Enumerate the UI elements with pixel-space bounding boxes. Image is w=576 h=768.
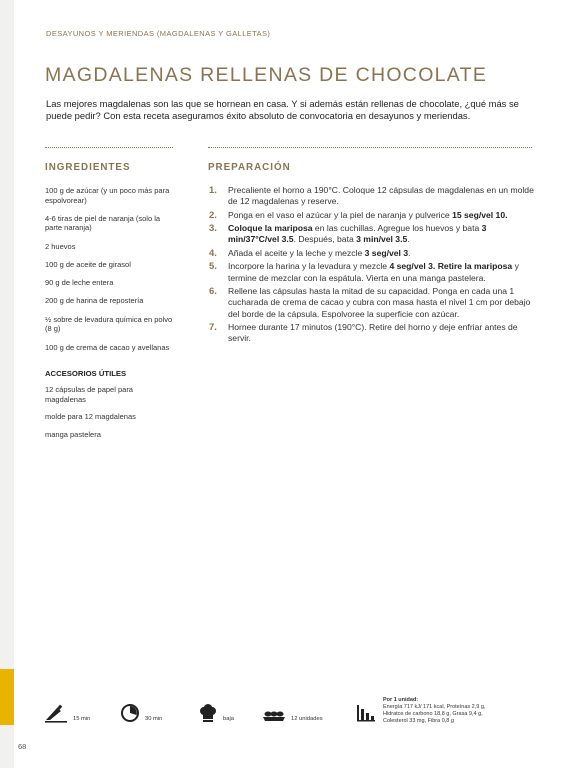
step-text: y termine de mezclar con la espátula. Vierta en una manga pastelera. (228, 261, 519, 283)
step-text: Ponga en el vaso el azúcar y la piel de naranja y pulverice (228, 209, 453, 220)
bar-chart-icon (356, 703, 376, 723)
ingredient-item: 4-6 tiras de piel de naranja (solo la parte naranja) (45, 213, 161, 233)
ingredient-item: 100 g de crema de cacao y avellanas (45, 342, 170, 352)
step-number: 4. (209, 247, 217, 259)
servings (262, 703, 323, 723)
accessories-heading: ACCESORIOS ÚTILES (45, 369, 127, 378)
clock-icon (120, 703, 140, 723)
step-text: . (407, 234, 410, 245)
preparation-step (209, 261, 535, 283)
recipe-footer (0, 695, 576, 735)
step-text-bold: 3 min/vel 3.5 (356, 234, 408, 245)
step-text-bold: Coloque la mariposa (228, 223, 313, 234)
servings-label: 12 unidades (291, 716, 323, 722)
total-time-label: 30 min (145, 716, 163, 722)
ingredient-item: 100 g de azúcar (y un poco más para espolvorear) (45, 186, 170, 205)
step-text: Hornee durante 17 minutos (190°C). Retire del horno y deje enfriar antes de servir. (228, 322, 518, 344)
baking-tray-icon (262, 703, 286, 723)
divider-ingredients (45, 147, 173, 148)
recipe-title: MAGDALENAS RELLENAS DE CHOCOLATE (45, 64, 488, 86)
ingredient-item: 100 g de aceite de girasol (45, 259, 131, 269)
page-number: 68 (18, 742, 27, 751)
ingredient-item: 90 g de leche entera (45, 278, 114, 288)
step-number: 1. (209, 185, 217, 196)
accessory-item: 12 cápsulas de papel para magdalenas (45, 385, 133, 404)
accessories-list (45, 385, 173, 447)
nutrition-chart (356, 703, 376, 723)
section-label: DESAYUNOS Y MERIENDAS (MAGDALENAS Y GALLETAS) (46, 29, 271, 38)
preparation-step (209, 286, 535, 320)
ingredients-heading: INGREDIENTES (45, 162, 131, 173)
step-text: Añada el aceite y la leche y mezcle (228, 247, 365, 258)
divider-preparation (208, 147, 532, 148)
nutrition-title: Por 1 unidad: (383, 697, 419, 703)
nutrition-info (383, 697, 485, 725)
step-text-bold: 3 seg/vel 3 (364, 247, 409, 258)
accessory-item: manga pastelera (45, 429, 101, 439)
step-number: 7. (209, 322, 217, 334)
knife-icon (44, 703, 68, 723)
accessory-item: molde para 12 magdalenas (45, 412, 136, 421)
step-text-bold: 4 seg/vel 3. Retire la mariposa (389, 261, 513, 272)
step-text: Rellene las cápsulas hasta la mitad de su capacidad. Ponga en cada una 1 cucharada de crema de cacao y cubra con masa hasta el nivel 1 cm por debajo del borde de la cápsula. Espolvoree la superficie con azúcar. (228, 286, 531, 319)
nutrition-line: Energía 717 kJ/ 171 kcal, Proteínas 2,9 g, (383, 703, 486, 710)
preparation-step (209, 322, 535, 344)
ingredient-item: ½ sobre de levadura química en polvo (8 g) (45, 314, 173, 334)
difficulty-label: baja (223, 716, 234, 722)
step-number: 5. (209, 261, 217, 273)
page-sidebar (0, 0, 14, 768)
step-text-bold: 15 seg/vel 10. (452, 209, 508, 220)
step-text: . Después, bata (293, 234, 357, 245)
ingredient-item: 2 huevos (45, 241, 76, 251)
step-text: en las cuchillas. Agregue los huevos y bata (312, 223, 482, 234)
preparation-step (209, 185, 535, 207)
nutrition-line: Hidratos de carbono 18,8 g, Grasa 9,4 g, (383, 710, 483, 717)
step-number: 3. (209, 223, 217, 235)
prep-time-label: 15 min (73, 716, 91, 722)
ingredient-item: 200 g de harina de repostería (45, 296, 144, 306)
chef-hat-icon (198, 703, 218, 723)
step-text: Incorpore la harina y la levadura y mezcle (228, 261, 390, 272)
step-text-bold: 3 min/37°C/vel 3.5 (228, 223, 487, 245)
total-time (120, 703, 162, 723)
ingredients-list (45, 186, 173, 361)
nutrition-line: Colesterol 33 mg, Fibra 0,8 g (383, 717, 454, 724)
preparation-step (209, 248, 535, 259)
preparation-steps (209, 185, 535, 347)
step-number: 6. (209, 286, 217, 298)
prep-time (44, 703, 90, 723)
step-text: . (408, 247, 411, 258)
preparation-step (209, 210, 535, 221)
preparation-step (209, 223, 535, 245)
preparation-heading: PREPARACIÓN (208, 162, 291, 173)
difficulty (198, 703, 234, 723)
recipe-intro: Las mejores magdalenas son las que se hornean en casa. Y si además están rellenas de chocolate, ¿qué más se puede pedir? Con esta receta aseguramos éxito absoluto de convocatoria en desayunos y meriendas. (46, 98, 519, 121)
step-number: 2. (209, 209, 217, 221)
step-text: Precaliente el horno a 190°C. Coloque 12 cápsulas de magdalenas en un molde de 12 magdalenas y reserve. (228, 185, 534, 207)
